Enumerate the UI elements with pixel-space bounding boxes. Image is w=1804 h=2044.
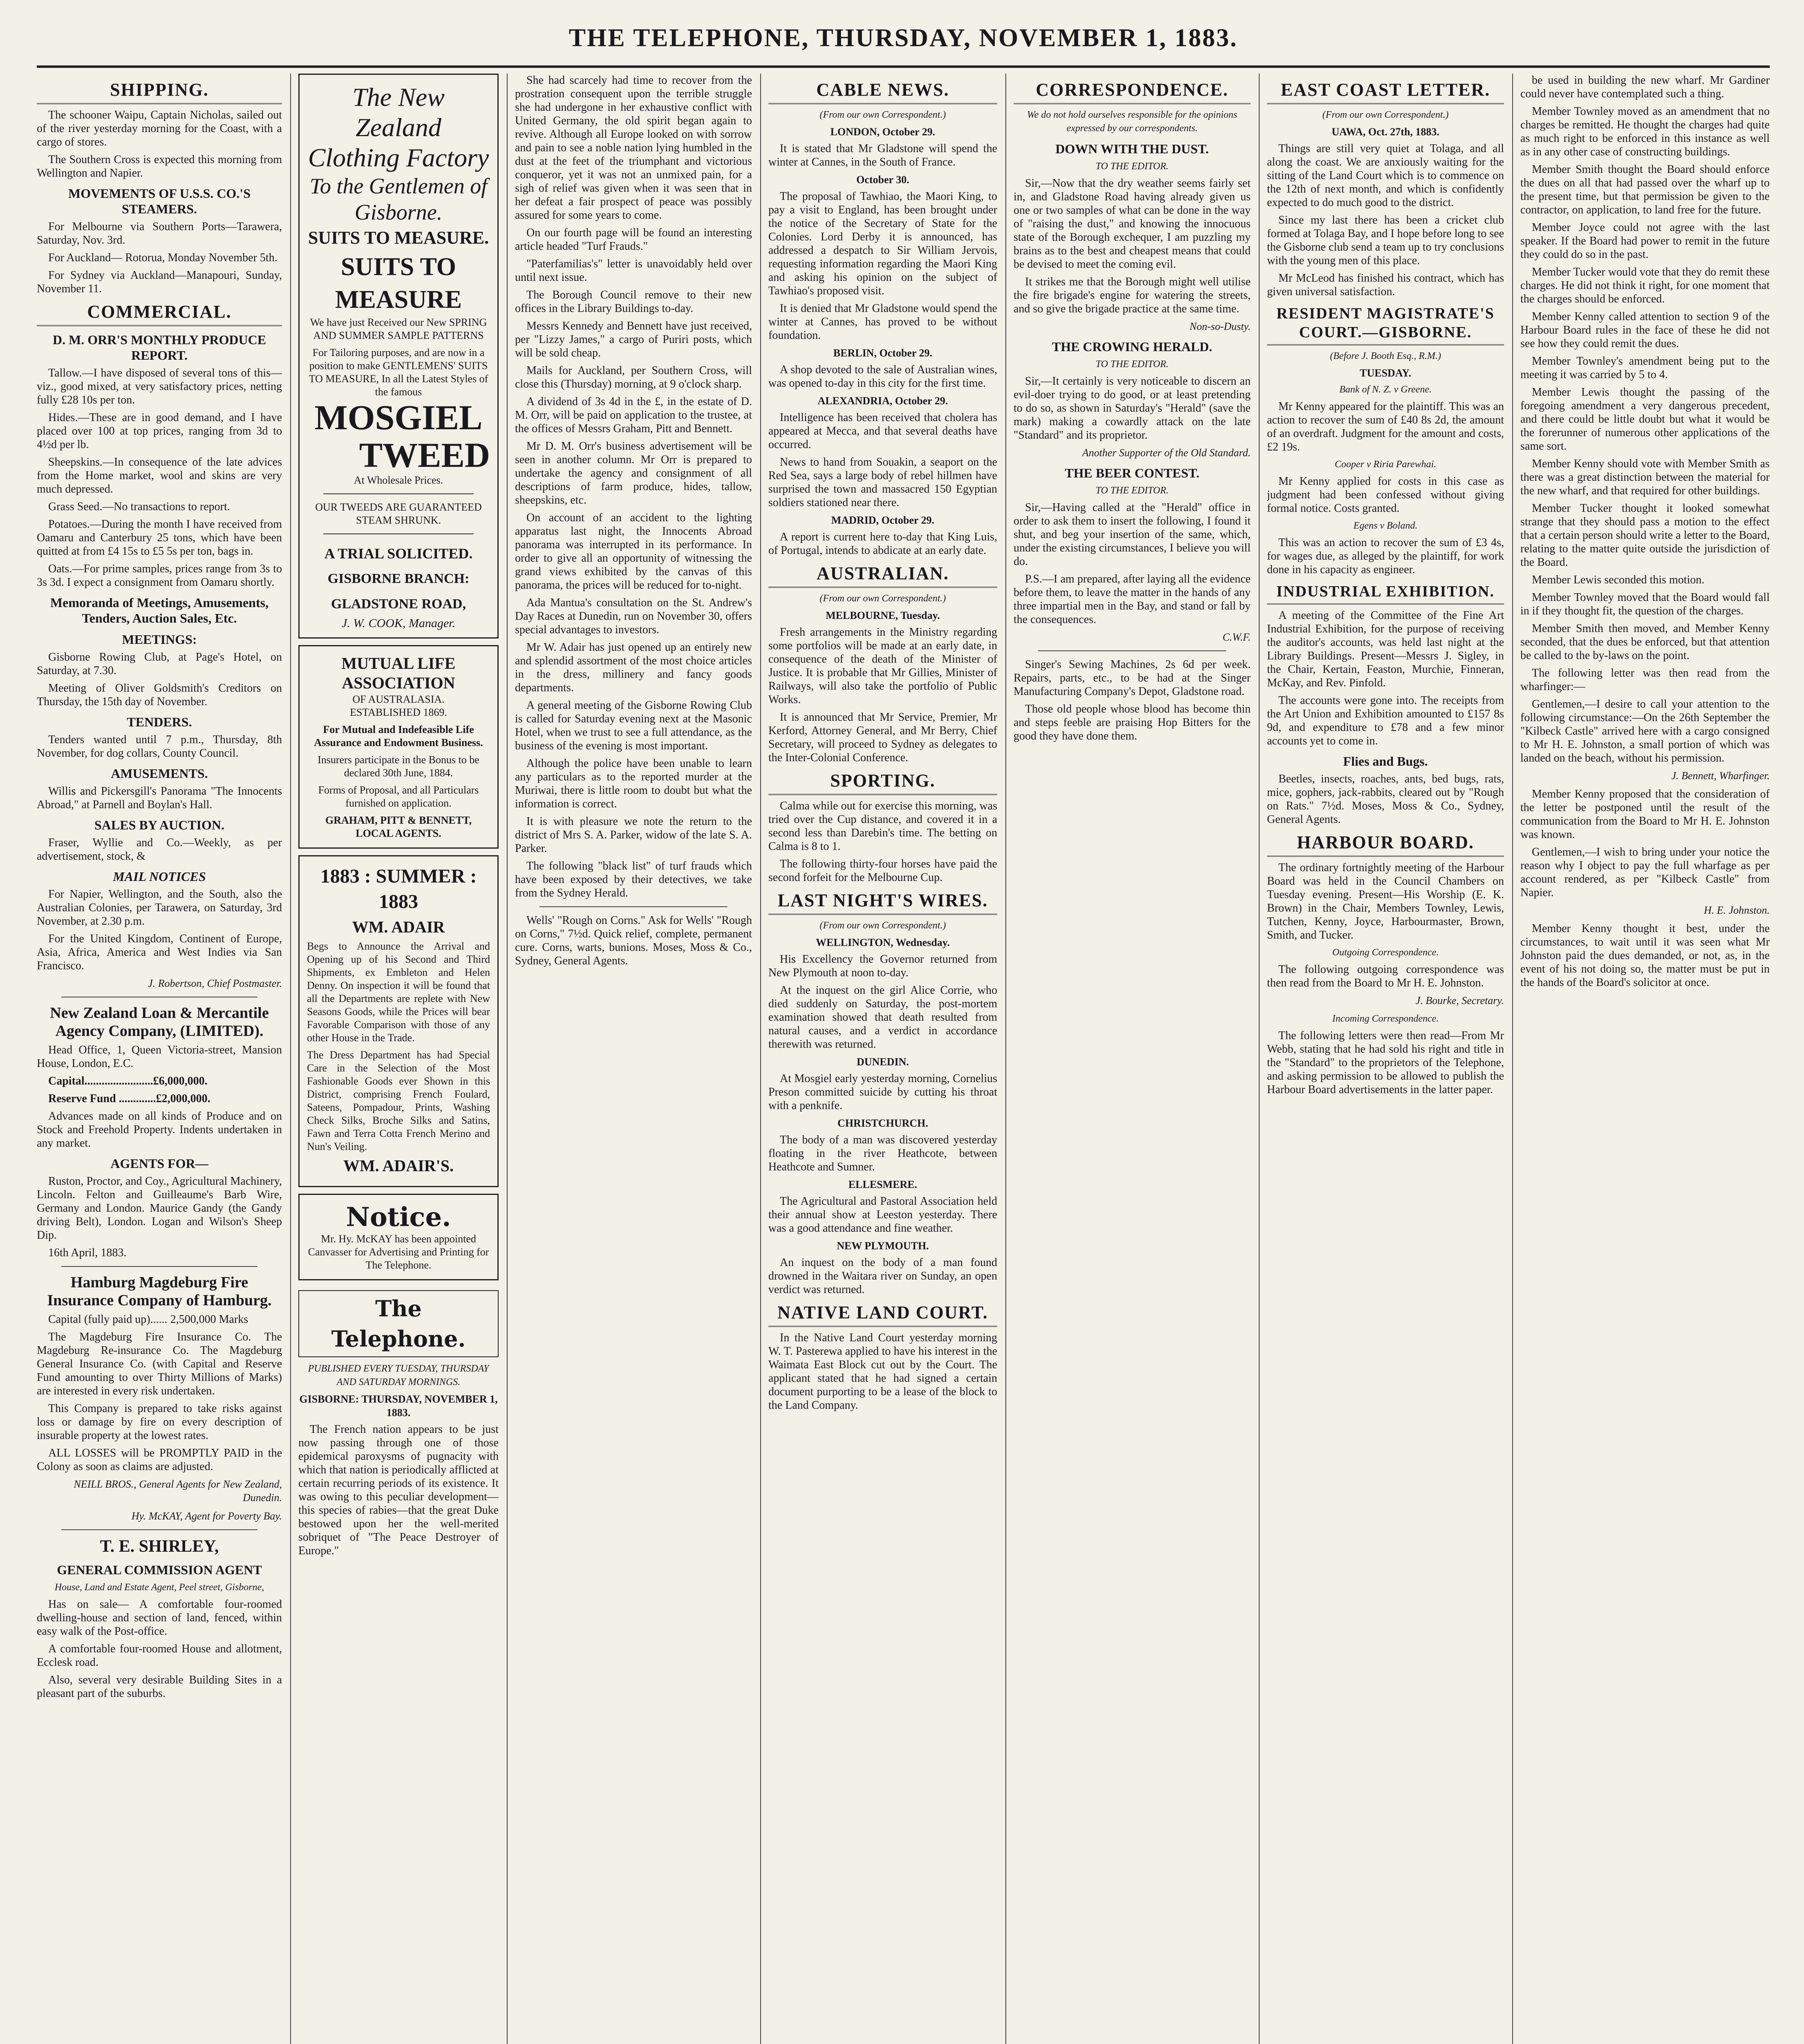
movements-paragraph: For Sydney via Auckland—Manapouri, Sunday, November 11. [37, 269, 282, 295]
shirley-paragraph: Also, several very desirable Building Sites in a pleasant part of the suburbs. [37, 1674, 282, 1700]
column-4 [768, 74, 997, 2044]
advertisement-paragraph: Wells' "Rough on Corns." Ask for Wells' "Rough on Corns," 7½d. Quick relief, complete, permanent cure. Corns, warts, bunions. Moses, Moss & Co., Sydney, General Agents. [515, 914, 752, 967]
dateline: NEW PLYMOUTH. [837, 1240, 929, 1252]
letter-heading: THE BEER CONTEST. [1065, 466, 1200, 480]
local-news-paragraph: "Paterfamilias's" letter is unavoidably held over until next issue. [515, 258, 752, 284]
to-the-editor: TO THE EDITOR. [1095, 485, 1169, 496]
advertisement-paragraph: Beetles, insects, roaches, ants, bed bugs, rats, mice, gophers, jack-rabbits, cleared out by "Rough on Rats." 7½d. Moses, Moss & Co., Sydney, General Agents. [1267, 773, 1504, 826]
telephone-nameplate [298, 1287, 499, 1360]
news-paragraph: It is denied that Mr Gladstone would spend the winter at Cannes, has proved to be without foundation. [768, 302, 997, 342]
meetings-paragraph: Meeting of Oliver Goldsmith's Creditors on Thursday, the 15th day of November. [37, 682, 282, 708]
news-paragraph: Member Smith thought the Board should enforce the dues on all that had passed over the wharf up to the present time, but that permission be given to the contractor, on application, to land free for the future. [1520, 163, 1770, 216]
column-3 [515, 74, 752, 2044]
tenders-paragraph: Tenders wanted until 7 p.m., Thursday, 8th November, for dog collars, County Council. [37, 733, 282, 760]
letter-paragraph: P.S.—I am prepared, after laying all the evidence before them, to leave the matter in the hands of any three impartial men in the Bay, and stand or fall by the consequences. [1014, 573, 1251, 626]
hamburg-heading: Hamburg Magdeburg Fire Insurance Company of Hamburg. [47, 1274, 272, 1309]
column-rule [1259, 74, 1260, 2044]
report-paragraph: Oats.—For prime samples, prices range from 3s to 3s 3d. I expect a consignment from Oamaru shortly. [37, 563, 282, 589]
news-paragraph: Intelligence has been received that cholera has appeared at Mecca, and that several deaths have occurred. [768, 411, 997, 451]
mail-signature: J. Robertson, Chief Postmaster. [148, 977, 282, 989]
separator [61, 1529, 257, 1530]
mail-paragraph: For Napier, Wellington, and the South, also the Australian Colonies, per Tarawera, on Saturday, 3rd November, at 2.30 p.m. [37, 888, 282, 928]
branch-line: GISBORNE BRANCH: [327, 571, 470, 586]
hamburg-signature: Hy. McKAY, Agent for Poverty Bay. [131, 1510, 282, 1522]
dateline: UAWA, Oct. 27th, 1883. [1332, 126, 1439, 138]
movements-paragraph: For Auckland— Rotorua, Monday November 5th. [48, 251, 278, 264]
news-paragraph: The following outgoing correspondence was then read from the Board to Mr H. E. Johnston. [1267, 963, 1504, 989]
trial-line: A TRIAL SOLICITED. [324, 545, 473, 562]
nz-loan-date: 16th April, 1883. [48, 1246, 127, 1259]
news-paragraph: It is announced that Mr Service, Premier, Mr Kerford, Attorney General, and Mr Berry, Chief Secretary, will proceed to Sydney as delegates to the Inter-Colonial Conference. [768, 711, 997, 764]
correspondent-line: (From our own Correspondent.) [1322, 110, 1449, 120]
news-paragraph: The Agricultural and Pastoral Association held their annual show at Leeston yesterday. There was a good attendance and fine weather. [768, 1195, 997, 1235]
suits-heading: SUITS TO MEASURE. [308, 228, 489, 248]
adair-paragraph: Begs to Announce the Arrival and Opening up of his Second and Third Shipments, ex Embleton and Helen Denny. On inspection it will be found that all the Departments are replete with New Seasons Goods, while the Prices will bear Favorable Comparison with those of any other House in the Trade. [307, 940, 490, 1044]
mla-paragraph: For Mutual and Indefeasible Life Assurance and Endowment Business. [314, 724, 483, 749]
letter-heading: THE CROWING HERALD. [1052, 339, 1213, 354]
memoranda-heading: Memoranda of Meetings, Amusements, Tenders, Auction Sales, Etc. [50, 595, 269, 625]
separator [323, 533, 474, 534]
column-rule [760, 74, 761, 2044]
column-7 [1520, 74, 1770, 2044]
news-paragraph: Member Kenny thought it best, under the circumstances, to wait until it was seen what Mr Johnston paid the dues demanded, or not, as, in the event of his not doing so, the matter must be put in the hands of the Board's solicitor at once. [1520, 922, 1770, 989]
suits-paragraph: We have just Received our New SPRING AND SUMMER SAMPLE PATTERNS [310, 316, 487, 341]
letter-paragraph: Sir,—It certainly is very noticeable to discern an evil-doer trying to do good, or at least pretending to do so, as shown in Saturday's "Herald" (save the mark) making a cowardly attack on the late "Standard" and its proprietor. [1014, 375, 1251, 442]
editorial-paragraph: The French nation appears to be just now passing through one of those epidemical paroxysms of pugnacity with which that nation is periodically afflicted at certain recurring periods of its existence. It was owing to this peculiar development—this species of rabies—that the great Duke bestowed upon her the well-merited sobriquet of "The Peace Destroyer of Europe." [298, 1423, 499, 1557]
correspondence-heading: CORRESPONDENCE. [1014, 79, 1251, 104]
letter-signature: C.W.F. [1222, 631, 1251, 643]
meetings-paragraph: Gisborne Rowing Club, at Page's Hotel, on Saturday, at 7.30. [37, 651, 282, 677]
mla-paragraph: Insurers participate in the Bonus to be declared 30th June, 1884. [318, 754, 479, 779]
news-paragraph: Member Kenny should vote with Member Smith as there was a great distinction between the material for the new wharf, and that required for other buildings. [1520, 457, 1770, 497]
east-coast-letter-heading: EAST COAST LETTER. [1267, 79, 1504, 104]
newspaper-title: THE TELEPHONE, THURSDAY, NOVEMBER 1, 1883. [569, 24, 1238, 52]
news-paragraph: Member Smith then moved, and Member Kenny seconded, that the dues be enforced, but that attention be called to the by-laws on the point. [1520, 622, 1770, 662]
notice-paragraph: Mr. Hy. McKAY has been appointed Canvasser for Advertising and Printing for The Telephone. [308, 1233, 489, 1271]
dateline: WELLINGTON, Wednesday. [816, 937, 950, 948]
shirley-paragraph: Has on sale— A comfortable four-roomed dwelling-house and section of land, fenced, within easy walk of the Post-office. [37, 1598, 282, 1638]
news-paragraph: A report is current here to-day that King Luis, of Portugal, intends to abdicate at an early date. [768, 531, 997, 557]
news-paragraph: Since my last there has been a cricket club formed at Tolaga Bay, and I hope before long to see the Gisborne club send a team up to try conclusions with the young men of this place. [1267, 214, 1504, 267]
letter-paragraph: Sir,—Having called at the "Herald" office in order to ask them to insert the following, I found it shut, and beg your insertion of the same, which, under the existing circumstances, I believe you will do. [1014, 501, 1251, 568]
shipping-paragraph: The schooner Waipu, Captain Nicholas, sailed out of the river yesterday morning for the Coast, with a cargo of stores. [37, 109, 282, 148]
dateline: CHRISTCHURCH. [837, 1117, 928, 1129]
subsection-title: Incoming Correspondence. [1332, 1013, 1439, 1024]
column-rule [290, 74, 291, 2044]
local-news-paragraph: Mr D. M. Orr's business advertisement will be seen in another column. Mr Orr is prepared to undertake the agency and consignment of all descriptions of farm produce, hides, tallow, sheepskins, etc. [515, 440, 752, 507]
column-2 [298, 74, 499, 2044]
local-news-paragraph: A dividend of 3s 4d in the £, in the estate of D. M. Orr, will be paid on application to the trustee, at the offices of Messrs Graham, Pitt and Bennett. [515, 395, 752, 435]
news-paragraph: Member Townley moved that the Board would fall in if they thought fit, the question of the charges. [1520, 591, 1770, 617]
dateline: MELBOURNE, Tuesday. [826, 610, 940, 621]
news-paragraph: At Mosgiel early yesterday morning, Cornelius Preson committed suicide by cutting his throat with a penknife. [768, 1072, 997, 1112]
hamburg-capital: Capital (fully paid up)...... 2,500,000 Marks [48, 1313, 248, 1326]
meetings-heading: MEETINGS: [122, 632, 197, 647]
column-1 [37, 74, 282, 2044]
report-paragraph: Hides.—These are in good demand, and I have placed over 100 at top prices, ranging from 3d to 4½d per lb. [37, 411, 282, 451]
separator [61, 1266, 257, 1267]
notice-advertisement [298, 1194, 499, 1280]
news-paragraph: Fresh arrangements in the Ministry regarding some portfolios will be made at an early date, in consequence of the death of the Minister of Justice. It is probable that Mr Gillies, Minister of Railways, will also take the portfolio of Public Works. [768, 626, 997, 706]
news-paragraph: Gentlemen,—I desire to call your attention to the following circumstance:—On the 26th September the "Kilbeck Castle" arrived here with a cargo consigned to Mr H. E. Johnston, a small portion of which was landed on the beach, without his permission. [1520, 698, 1770, 764]
news-paragraph: The ordinary fortnightly meeting of the Harbour Board was held in the Council Chambers on Tuesday evening. Present—His Worship (E. K. Brown) in the Chair, Members Townley, Lewis, Tutchen, Kenny, Joyce, Harbourmaster, Brown, Smith, and Tucker. [1267, 861, 1504, 941]
telephone-logo-text: The Telephone. [331, 1295, 466, 1352]
movements-heading: MOVEMENTS OF U.S.S. CO.'S STEAMERS. [68, 186, 251, 216]
letter-signature: Non-so-Dusty. [1189, 320, 1251, 332]
to-the-editor: TO THE EDITOR. [1095, 359, 1169, 370]
local-news-paragraph: A general meeting of the Gisborne Rowing Club is called for Saturday evening next at the Masonic Hotel, when we trust to see a full attendance, as the business of the evening is most important. [515, 699, 752, 752]
nz-loan-capital: Capital........................£6,000,000. [48, 1075, 208, 1087]
news-paragraph: The accounts were gone into. The receipts from the Art Union and Exhibition amounted to £157 8s 9d, and expenditure to £78 and a few minor accounts yet to come in. [1267, 694, 1504, 747]
news-paragraph: A meeting of the Committee of the Fine Art Industrial Exhibition, for the purpose of receiving the auditor's accounts, was held last night at the Library Buildings. Present—Messrs J. Sigley, in the Chair, Kertain, Feaston, Murchie, Finneran, McKay, and Rev. Pinfold. [1267, 609, 1504, 689]
column-rule [507, 74, 508, 2044]
local-news-paragraph: Mr W. Adair has just opened up an entirely new and splendid assortment of the most choice articles in the dress, millinery and fancy goods departments. [515, 641, 752, 694]
letter-signature: J. Bennett, Wharfinger. [1671, 770, 1770, 782]
adair-paragraph: The Dress Department has had Special Care in the Selection of the Most Fashionable Goods ever Shown in this District, comprising French Foulard, Sateens, Pompadour, Prints, Washing Check Silks, Broche Silks and Satins, Fawn and Terra Cotta French Merino and Nun's Veiling. [307, 1049, 490, 1152]
local-news-paragraph: The Borough Council remove to their new offices in the Library Buildings to-day. [515, 289, 752, 315]
report-paragraph: Sheepskins.—In consequence of the late advices from the Home market, wool and skins are very much depressed. [37, 456, 282, 495]
dateline: ELLESMERE. [848, 1179, 918, 1190]
rm-court-day: TUESDAY. [1360, 367, 1411, 379]
shirley-paragraph: A comfortable four-roomed House and allotment, Ecclesk road. [37, 1643, 282, 1669]
summer-banner: 1883 : SUMMER : 1883 [320, 865, 477, 912]
rm-court-heading: RESIDENT MAGISTRATE'S COURT.—GISBORNE. [1267, 304, 1504, 345]
news-paragraph: Things are still very quiet at Tolaga, and all along the coast. We are anxiously waiting for the sitting of the Land Court which is to commence on the 12th of next month, and which is confidently expected to do much good to the district. [1267, 142, 1504, 209]
letter-paragraph: It strikes me that the Borough might well utilise the fire brigade's engine for watering the streets, and so give the brigade practice at the same time. [1014, 276, 1251, 315]
news-paragraph: Calma while out for exercise this morning, was tried over the Cup distance, and covered it in a second less than Darebin's time. The betting on Calma is 8 to 1. [768, 800, 997, 853]
tenders-heading: TENDERS. [127, 715, 192, 729]
column-rule [1005, 74, 1006, 2044]
industrial-exhibition-heading: INDUSTRIAL EXHIBITION. [1267, 582, 1504, 605]
separator [323, 493, 474, 494]
tweed-heading: TWEED [359, 435, 490, 475]
sales-paragraph: Fraser, Wyllie and Co.—Weekly, as per advertisement, stock, & [37, 836, 282, 863]
mosgiel-heading: MOSGIEL [314, 398, 483, 437]
local-news-paragraph: Mails for Auckland, per Southern Cross, will close this (Thursday) morning, at 9 o'clock sharp. [515, 364, 752, 390]
mla-heading: MUTUAL LIFE ASSOCIATION [341, 654, 456, 692]
mla-established: ESTABLISHED 1869. [350, 706, 447, 718]
news-paragraph: The following thirty-four horses have paid the second forfeit for the Melbourne Cup. [768, 858, 997, 884]
adair-signature: WM. ADAIR'S. [343, 1156, 454, 1175]
branch-line: GLADSTONE ROAD, [331, 596, 466, 612]
shirley-subheading: House, Land and Estate Agent, Peel street, Gisborne, [54, 1582, 264, 1593]
news-paragraph: Gentlemen,—I wish to bring under your notice the reason why I object to pay the full wharfage as per account rendered, as per "Kilbeck Castle" from Napier. [1520, 846, 1770, 899]
mail-paragraph: For the United Kingdom, Continent of Europe, Asia, Africa, America and West Indies via San Francisco. [37, 932, 282, 972]
branch-manager: J. W. COOK, Manager. [341, 616, 456, 630]
news-paragraph: An inquest on the body of a man found drowned in the Waitara river on Sunday, an open verdict was returned. [768, 1256, 997, 1296]
cable-news-heading: CABLE NEWS. [768, 79, 997, 104]
dateline: DUNEDIN. [857, 1056, 909, 1068]
masthead [37, 8, 1770, 68]
adair-advertisement [298, 855, 499, 1187]
correspondent-line: (From our own Correspondent.) [819, 920, 946, 931]
separator [1038, 650, 1226, 651]
australian-heading: AUSTRALIAN. [768, 563, 997, 588]
guaranteed-line: OUR TWEEDS ARE GUARANTEED STEAM SHRUNK. [315, 501, 482, 526]
local-news-paragraph: Although the police have been unable to learn any particulars as to the reported murder at the Muriwai, there is little room to doubt but what the information is correct. [515, 757, 752, 810]
wholesale-line: At Wholesale Prices. [354, 474, 443, 486]
column-5 [1014, 74, 1251, 2044]
letter-signature: J. Bourke, Secretary. [1415, 995, 1504, 1006]
case-title: Egens v Boland. [1353, 520, 1418, 531]
editorial-dateline: GISBORNE: THURSDAY, NOVEMBER 1, 1883. [299, 1393, 498, 1419]
notice-heading: Notice. [346, 1202, 451, 1233]
harbour-board-heading: HARBOUR BOARD. [1267, 832, 1504, 857]
news-paragraph: Member Tucker thought it looked somewhat strange that they should pass a motion to the effect that a certain person should write a letter to the Board, relating to the matter quite outside the jurisdiction of the Board. [1520, 502, 1770, 569]
hamburg-signature: NEILL BROS., General Agents for New Zealand, Dunedin. [74, 1478, 282, 1504]
mla-subheading: OF AUSTRALASIA. [352, 693, 445, 705]
news-paragraph: Member Kenny called attention to section 9 of the Harbour Board rules in the face of these he did not see how they could remit the dues. [1520, 310, 1770, 350]
news-paragraph: The proposal of Tawhiao, the Maori King, to pay a visit to England, has been brought under the notice of the Secretary of State for the Colonies. Lord Derby it is announced, has addressed a despatch to Sir William Jervois, requesting information regarding the Maori King and asking his opinion on the subject of Tawhiao's proposed visit. [768, 190, 997, 297]
news-paragraph: Member Kenny proposed that the consideration of the letter be postponed until the result of the communication from the Board to Mr H. E. Johnston was known. [1520, 788, 1770, 841]
report-paragraph: Potatoes.—During the month I have received from Oamaru and Canterbury 25 tons, which have been quitted at from £4 15s to £5 5s per ton, bags in. [37, 518, 282, 558]
commercial-heading: COMMERCIAL. [37, 301, 282, 326]
news-paragraph: Member Lewis seconded this motion. [1532, 574, 1705, 586]
shirley-subheading: GENERAL COMMISSION AGENT [57, 1562, 262, 1577]
letter-signature: Another Supporter of the Old Standard. [1082, 447, 1251, 459]
dateline: LONDON, October 29. [830, 126, 936, 138]
nz-loan-heading: New Zealand Loan & Mercantile Agency Company, (LIMITED). [50, 1004, 269, 1040]
mla-signature: GRAHAM, PITT & BENNETT, LOCAL AGENTS. [325, 814, 472, 839]
sales-heading: SALES BY AUCTION. [94, 818, 224, 832]
news-paragraph: His Excellency the Governor returned from New Plymouth at noon to-day. [768, 953, 997, 979]
hamburg-paragraph: ALL LOSSES will be PROMPTLY PAID in the Colony as soon as claims are adjusted. [37, 1447, 282, 1473]
mla-paragraph: Forms of Proposal, and all Particulars furnished on application. [318, 784, 479, 809]
subsection-title: Outgoing Correspondence. [1332, 947, 1439, 958]
local-news-paragraph: Messrs Kennedy and Bennett have just received, per "Lizzy James," a cargo of Puriri posts, which will be sold cheap. [515, 320, 752, 359]
advertisement-paragraph: Those old people whose blood has become thin and steps feeble are praising Hop Bitters for the good they have done them. [1014, 703, 1251, 742]
report-paragraph: Grass Seed.—No transactions to report. [48, 500, 230, 513]
news-paragraph: A shop devoted to the sale of Australian wines, was opened to-day in this city for the first time. [768, 363, 997, 390]
rm-court-subheading: (Before J. Booth Esq., R.M.) [1330, 351, 1441, 361]
news-paragraph: In the Native Land Court yesterday morning W. T. Pasterewa applied to have his interest in the Waimata East Block cut out by the Court. The applicant stated that he had signed a certain document purporting to be a lease of the block to the Land Company. [768, 1331, 997, 1412]
court-paragraph: Mr Kenny applied for costs in this case as judgment had been confessed without giving formal notice. Costs granted. [1267, 475, 1504, 515]
local-news-paragraph: The following "black list" of turf frauds which have been exposed by their detectives, we take from the Sydney Herald. [515, 860, 752, 899]
clothing-title: The New Zealand [352, 83, 445, 142]
news-paragraph: News to hand from Souakin, a seaport on the Red Sea, says a large body of rebel hillmen have surprised the town and massacred 150 Egyptian soldiers stationed near there. [768, 456, 997, 509]
local-news-paragraph: On our fourth page will be found an interesting article headed "Turf Frauds." [515, 226, 752, 253]
news-paragraph: be used in building the new wharf. Mr Gardiner could never have contemplated such a thing. [1520, 74, 1770, 100]
flies-heading: Flies and Bugs. [1343, 754, 1428, 769]
published-line: PUBLISHED EVERY TUESDAY, THURSDAY AND SATURDAY MORNINGS. [308, 1363, 489, 1387]
shirley-heading: T. E. SHIRLEY, [100, 1537, 219, 1556]
local-news-paragraph: It is with pleasure we note the return to the district of Mrs S. A. Parker, widow of the late S. A. Parker. [515, 815, 752, 855]
news-paragraph: At the inquest on the girl Alice Corrie, who died suddenly on Saturday, the post-mortem examination showed that death resulted from natural causes, and a verdict in accordance therewith was returned. [768, 984, 997, 1051]
adair-heading: WM. ADAIR [352, 918, 445, 936]
dateline: ALEXANDRIA, October 29. [817, 395, 948, 407]
sporting-heading: SPORTING. [768, 770, 997, 795]
mutual-life-advertisement [298, 645, 499, 849]
news-paragraph: Member Townley's amendment being put to the meeting it was carried by 5 to 4. [1520, 355, 1770, 381]
correspondent-line: (From our own Correspondent.) [819, 593, 946, 604]
clothing-title: Clothing Factory [308, 143, 489, 172]
nz-loan-reserve: Reserve Fund .............£2,000,000. [48, 1092, 210, 1105]
advertisement-paragraph: Singer's Sewing Machines, 2s 6d per week. Repairs, parts, etc., to be had at the Singer Manufacturing Company's Depot, Gladstone road. [1014, 658, 1251, 698]
hamburg-paragraph: The Magdeburg Fire Insurance Co. The Magdeburg Re-insurance Co. The Magdeburg General Insurance Co. (with Capital and Reserve Fund amounting to over Thirty Millions of Marks) are interested in every risk undertaken. [37, 1331, 282, 1397]
hamburg-paragraph: This Company is prepared to take risks against loss or damage by fire on every description of insurable property at the lowest rates. [37, 1402, 282, 1442]
nz-loan-agents-heading: AGENTS FOR— [110, 1156, 208, 1171]
mail-notices-heading: MAIL NOTICES [113, 869, 206, 884]
news-paragraph: It is stated that Mr Gladstone will spend the winter at Cannes, in the South of France. [768, 142, 997, 168]
dateline: October 30. [856, 174, 909, 186]
court-paragraph: Mr Kenny appeared for the plaintiff. This was an action to recover the sum of £40 8s 2d, the amount of an overdraft. Judgment for the amount and costs, £2 19s. [1267, 400, 1504, 453]
last-nights-wires-heading: LAST NIGHT'S WIRES. [768, 890, 997, 915]
correspondent-line: (From our own Correspondent.) [819, 110, 946, 120]
news-paragraph: Mr McLeod has finished his contract, which has given universal satisfaction. [1267, 272, 1504, 298]
telephone-logo [298, 1290, 499, 1357]
news-paragraph: The body of a man was discovered yesterday floating in the river Heathcote, between Heathcote and Sumner. [768, 1134, 997, 1173]
amusements-heading: AMUSEMENTS. [111, 766, 208, 781]
news-paragraph: Member Joyce could not agree with the last speaker. If the Board had power to remit in the future they could do so in the past. [1520, 221, 1770, 261]
letter-heading: DOWN WITH THE DUST. [1055, 141, 1209, 156]
dateline: BERLIN, October 29. [833, 347, 933, 359]
clothing-salutation: To the Gentlemen of Gisborne. [309, 174, 488, 224]
nz-loan-paragraph: Advances made on all kinds of Produce and on Stock and Freehold Property. Indents undertaken in any market. [37, 1110, 282, 1150]
news-paragraph: Member Lewis thought the passing of the foregoing amendment a very dangerous precedent, and there could be little doubt but what it would be the forerunner of numerous other applications of the same sort. [1520, 386, 1770, 453]
editorial-paragraph: She had scarcely had time to recover from the prostration consequent upon the terrible struggle she had undergone in her exhaustive conflict with United Germany, the old spirit began again to revive. Although all Europe looked on with sorrow and pain to see a noble nation lying humbled in the dust at the feet of the triumphant and victorious conqueror, yet it was not an unmixed pain, for a sigh of relief was given when it was seen that in her defeat a fair prospect of peace was possibly assured for some years to come. [515, 74, 752, 222]
suits-paragraph: For Tailoring purposes, and are now in a position to make GENTLEMENS' SUITS TO MEASURE, In all the Latest Styles of the famous [309, 347, 488, 398]
local-news-paragraph: Ada Mantua's consultation on the St. Andrew's Day Races at Dunedin, run on November 30, offers special advantages to investors. [515, 596, 752, 636]
news-paragraph: Member Townley moved as an amendment that no charges be remitted. He thought the charges had quite as much right to be enforced in this instance as well as in any other case of constructing buildings. [1520, 105, 1770, 158]
news-paragraph: Member Tucker would vote that they do remit these charges. He did not think it right, for one moment that the charges should be enforced. [1520, 266, 1770, 305]
court-paragraph: This was an action to recover the sum of £3 4s, for wages due, as alleged by the plaintiff, for work done in his capacity as engineer. [1267, 536, 1504, 576]
amusements-paragraph: Willis and Pickersgill's Panorama "The Innocents Abroad," at Parnell and Boylan's Hall. [37, 785, 282, 811]
case-title: Bank of N. Z. v Greene. [1339, 384, 1432, 395]
suits-heading-large: SUITS TO MEASURE [335, 253, 462, 314]
letter-signature: H. E. Johnston. [1703, 904, 1770, 916]
correspondence-disclaimer: We do not hold ourselves responsible for the opinions expressed by our correspondents. [1027, 110, 1238, 134]
to-the-editor: TO THE EDITOR. [1095, 161, 1169, 172]
news-paragraph: The following letter was then read from the wharfinger:— [1520, 667, 1770, 693]
case-title: Cooper v Riria Parewhai. [1334, 459, 1437, 470]
shipping-heading: SHIPPING. [37, 79, 282, 104]
nz-loan-office: Head Office, 1, Queen Victoria-street, Mansion House, London, E.C. [37, 1044, 282, 1070]
nz-loan-agents: Ruston, Proctor, and Coy., Agricultural Machinery, Lincoln. Felton and Guilleaume's Barb Wire, Germany and London. Maurice Gandy (the Gandy driving Belt), London. Logan and Wilson's Sheep Dip. [37, 1175, 282, 1242]
movements-paragraph: For Melbourne via Southern Ports—Tarawera, Saturday, Nov. 3rd. [37, 220, 282, 247]
local-news-paragraph: On account of an accident to the lighting apparatus last night, the Innocents Abroad panorama was interrupted in its performance. In order to give all an opportunity of witnessing the grand views exhibited by the canvas of this panorama, the prices will be reduced for to-night. [515, 511, 752, 592]
separator [539, 906, 727, 907]
column-rule [1512, 74, 1513, 2044]
dateline: MADRID, October 29. [831, 514, 935, 526]
column-6 [1267, 74, 1504, 2044]
produce-report-heading: D. M. ORR'S MONTHLY PRODUCE REPORT. [52, 332, 266, 363]
shipping-paragraph: The Southern Cross is expected this morning from Wellington and Napier. [37, 153, 282, 179]
native-land-court-heading: NATIVE LAND COURT. [768, 1302, 997, 1327]
news-paragraph: The following letters were then read—From Mr Webb, stating that he had sold his right and title in the "Standard" to the proprietors of the Telephone, and asking permission to be allowed to publish the Harbour Board advertisements in the latter paper. [1267, 1029, 1504, 1096]
clothing-factory-advertisement [298, 74, 499, 639]
letter-paragraph: Sir,—Now that the dry weather seems fairly set in, and Gladstone Road having already given us one or two samples of what can be done in the way of "raising the dust," and knowing the innocuous state of the Borough exchequer, I am puzzling my brains as to the best and cheapest means that could be devised to meet the coming evil. [1014, 177, 1251, 271]
report-paragraph: Tallow.—I have disposed of several tons of this—viz., good mixed, at very satisfactory prices, netting fully £28 10s per ton. [37, 367, 282, 406]
